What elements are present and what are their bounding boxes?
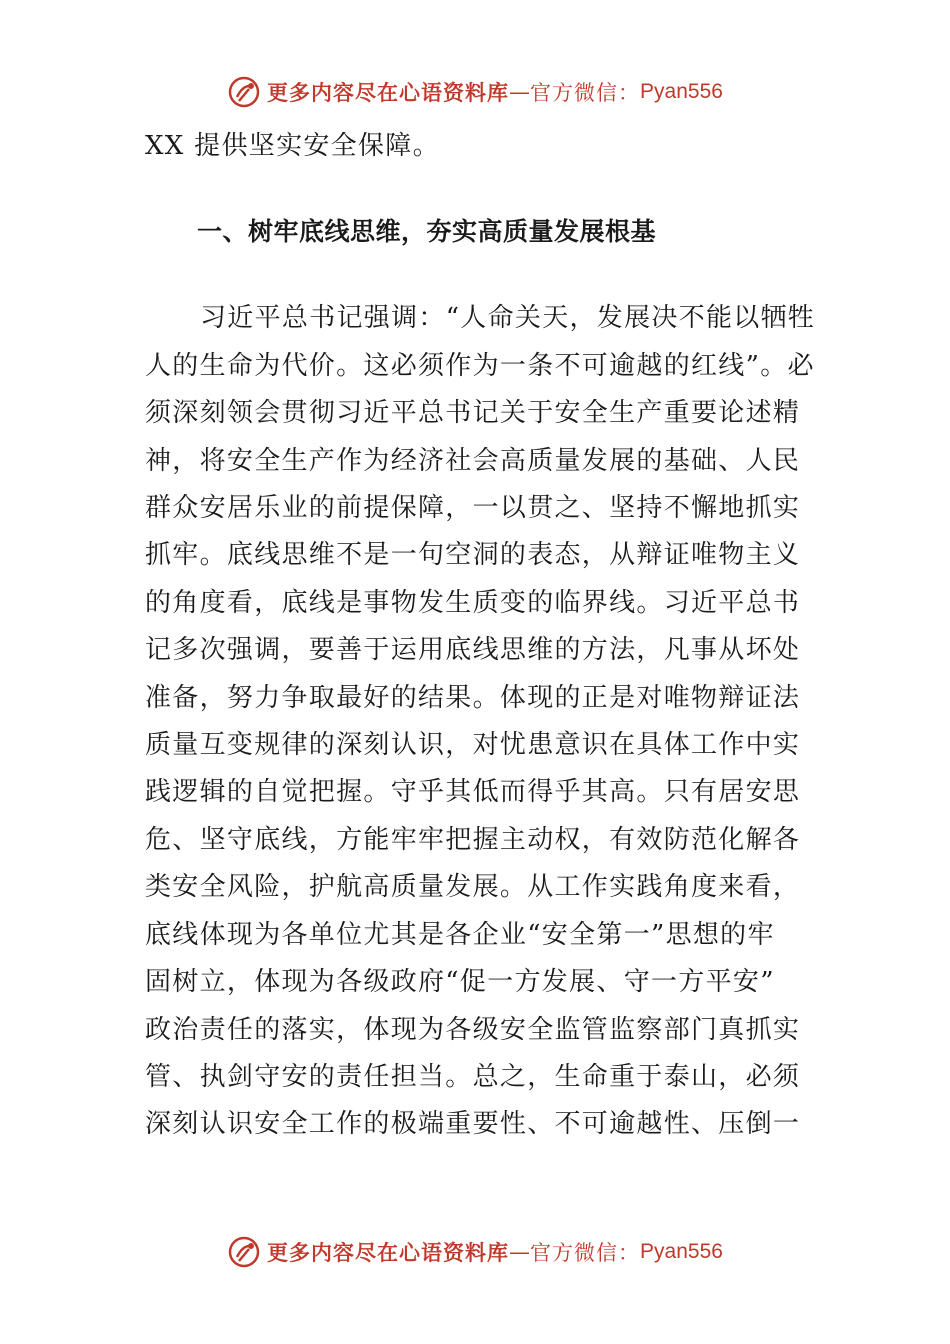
paragraph-line: 管、执剑守安的责任担当。总之，生命重于泰山，必须	[145, 1061, 801, 1092]
paragraph-line: 政治责任的落实，体现为各级安全监管监察部门真抓实	[145, 1014, 801, 1045]
paragraph-line: 固树立，体现为各级政府“促一方发展、守一方平安”	[145, 967, 775, 998]
header-watermark	[0, 72, 950, 112]
lead-line: XX 提供坚实安全保障。	[145, 131, 440, 161]
paragraph-line: 底线体现为各单位尤其是各企业“安全第一”思想的牢	[145, 919, 775, 950]
paragraph-line: 神，将安全生产作为经济社会高质量发展的基础、人民	[145, 445, 801, 476]
paragraph-line: 准备，努力争取最好的结果。体现的正是对唯物辩证法	[145, 682, 801, 713]
paragraph-line: 危、坚守底线，方能牢牢把握主动权，有效防范化解各	[145, 824, 801, 855]
paragraph-line: 须深刻领会贯彻习近平总书记关于安全生产重要论述精	[145, 398, 801, 429]
section-heading: 一、树牢底线思维，夯实高质量发展根基	[197, 217, 657, 247]
watermark-separator: —	[509, 1240, 531, 1264]
watermark-contact-label: 官方微信：	[530, 1241, 641, 1265]
paragraph-line: 记多次强调，要善于运用底线思维的方法，凡事从坏处	[145, 635, 801, 666]
paragraph-line: 习近平总书记强调：“人命关天，发展决不能以牺牲	[200, 303, 816, 334]
paragraph	[145, 295, 816, 1148]
watermark-brand: 更多内容尽在心语资料库	[267, 80, 510, 105]
paragraph-line: 群众安居乐业的前提保障，一以贯之、坚持不懈地抓实	[145, 493, 801, 524]
paragraph-line: 人的生命为代价。这必须作为一条不可逾越的红线”。必	[145, 350, 815, 381]
paragraph-line: 的角度看，底线是事物发生质变的临界线。习近平总书	[145, 587, 801, 618]
watermark-brand: 更多内容尽在心语资料库	[267, 1240, 510, 1265]
brand-logo-icon	[227, 75, 261, 109]
watermark-contact-label: 官方微信：	[530, 81, 641, 105]
watermark-separator: —	[509, 80, 531, 104]
paragraph-line: 质量互变规律的深刻认识，对忧患意识在具体工作中实	[145, 730, 801, 761]
brand-logo-icon	[227, 1235, 261, 1269]
document-body	[145, 123, 816, 1149]
paragraph-line: 类安全风险，护航高质量发展。从工作实践角度来看，	[145, 872, 801, 903]
watermark-contact-id: Pyan556	[640, 80, 723, 103]
paragraph-line: 抓牢。底线思维不是一句空洞的表态，从辩证唯物主义	[145, 540, 801, 571]
watermark-contact-id: Pyan556	[640, 1240, 723, 1263]
footer-watermark	[0, 1232, 950, 1272]
paragraph-line: 深刻认识安全工作的极端重要性、不可逾越性、压倒一	[145, 1109, 801, 1140]
paragraph-line: 践逻辑的自觉把握。守乎其低而得乎其高。只有居安思	[145, 777, 801, 808]
